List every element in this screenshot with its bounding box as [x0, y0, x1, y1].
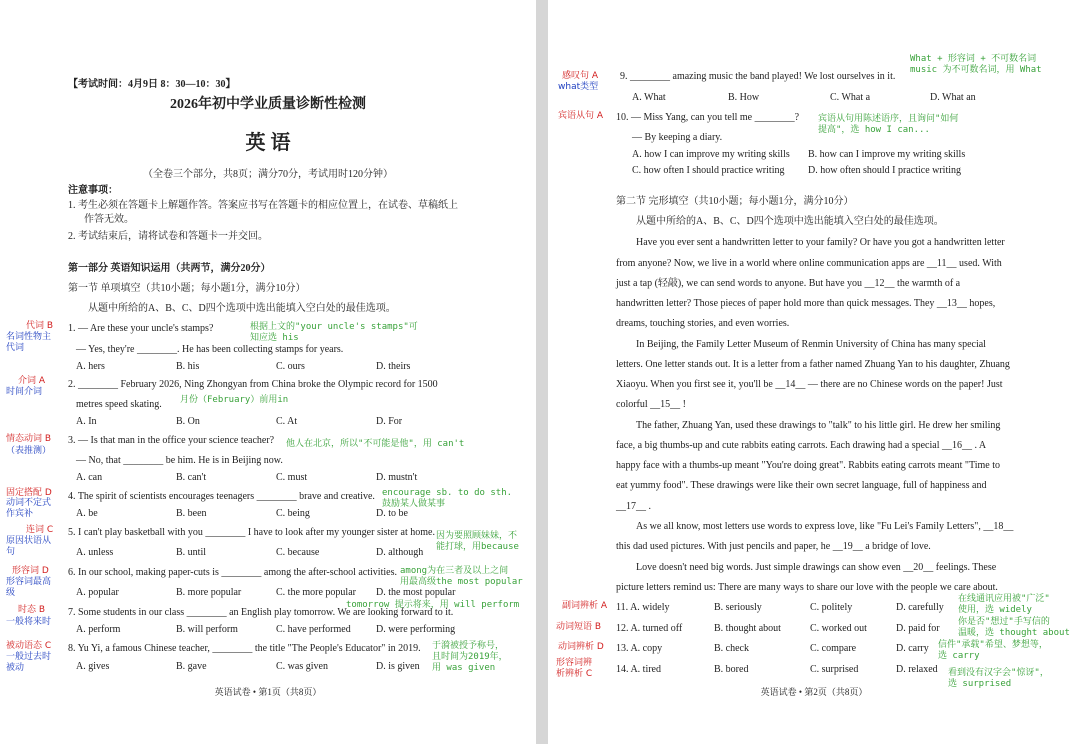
q3-option-a: A. can [76, 472, 103, 483]
q1-option-d: D. theirs [376, 361, 411, 372]
passage-line: eat yummy food". These drawings were like their own secret language, full of happiness and [616, 480, 987, 491]
q14-option-a: 14. A. tired [616, 664, 661, 675]
passage-line: this dad used pictures. With just pencils and paper, he __19__ a bridge of love. [616, 541, 931, 552]
annotation-green: 因为要照顾妹妹，不 能打球，用because [436, 531, 519, 552]
note-1-cont: 作答无效。 [84, 214, 134, 225]
q7-option-d: D. were performing [376, 624, 456, 635]
notes-title: 注意事项： [68, 185, 118, 196]
q8-option-c: C. was given [276, 661, 328, 672]
question-1: 1. — Are these your uncle's stamps? [68, 323, 214, 334]
question-4: 4. The spirit of scientists encourages teenagers ________ brave and creative. [68, 491, 375, 502]
passage-line: Love doesn't need big words. Just simple drawings can show even __20__ feelings. These [636, 562, 997, 573]
annotation-red: 介词 A [18, 376, 46, 386]
annotation-red: 动词短语 B [556, 622, 602, 632]
section-2-heading: 第二节 完形填空（共10小题；每小题1分，满分10分） [616, 196, 854, 207]
passage-line: __17__ . [616, 501, 651, 512]
annotation-blue: 一般过去时 被动 [6, 652, 52, 673]
annotation-red: 动词辨析 D [558, 642, 604, 652]
page-footer: 英语试卷 • 第1页（共8页） [214, 687, 322, 697]
annotation-blue: 动词不定式 作宾补 [6, 498, 52, 519]
q1-option-c: C. ours [276, 361, 305, 372]
q1-option-b: B. his [176, 361, 200, 372]
q3-option-c: C. must [276, 472, 308, 483]
passage-line: handwritten letter? Those pieces of paper hold more than quick messages. They __13__ hopes, [616, 298, 996, 309]
passage-line: letters. One letter stands out. It is a letter from a father named Zhuang Yan to his daughter, Zhuang [616, 359, 1010, 370]
annotation-blue: （表推测） [6, 446, 52, 456]
note-2: 2. 考试结束后，请将试卷和答题卡一并交回。 [68, 231, 268, 242]
annotation-green: among为在三者及以上之间 用最高级the most popular [400, 566, 523, 587]
q10-option-a: A. how I can improve my writing skills [632, 149, 790, 160]
annotation-red: 固定搭配 D [6, 488, 52, 498]
q12-option-c: C. worked out [810, 623, 867, 634]
passage-line: As we all know, most letters use words to express love, like "Fu Lei's Family Letters", __18__ [636, 521, 1014, 532]
q4-option-c: C. being [276, 508, 310, 519]
q5-option-a: A. unless [76, 547, 114, 558]
q8-option-a: A. gives [76, 661, 110, 672]
q9-option-a: A. What [632, 92, 666, 103]
annotation-red: 副词辨析 A [562, 601, 608, 611]
annotation-green: 他人在北京，所以"不可能是他"，用 can't [286, 439, 465, 449]
annotation-red: 时态 B [18, 605, 46, 615]
part-1-heading: 第一部分 英语知识运用（共两节，满分20分） [68, 263, 271, 274]
question-5: 5. I can't play basketball with you ________ I have to look after my younger sister at home. [68, 527, 435, 538]
annotation-green: 看到没有汉字会"惊讶"， 选 surprised [948, 668, 1049, 689]
q13-option-b: B. check [714, 643, 749, 654]
q3-option-d: D. mustn't [376, 472, 418, 483]
question-10-reply: — By keeping a diary. [632, 132, 723, 143]
q9-option-c: C. What a [830, 92, 871, 103]
page-divider [536, 0, 548, 744]
passage-line: Have you ever sent a handwritten letter to your family? Or have you got a handwritten letter [636, 237, 1005, 248]
q10-option-d: D. how often should I practice writing [808, 165, 962, 176]
q13-option-d: D. carry [896, 643, 929, 654]
annotation-green: 信件"承载"希望、梦想等， 选 carry [938, 640, 1048, 661]
question-6: 6. In our school, making paper-cuts is ________ among the after-school activities. [68, 567, 397, 578]
question-8: 8. Yu Yi, a famous Chinese teacher, ________ the title "The People's Educator" in 2019. [68, 643, 421, 654]
annotation-red: 连词 C [26, 525, 54, 535]
passage-line: picture letters remind us: There are many ways to share our love with the people we care about. [616, 582, 998, 593]
annotation-red: 感叹句 A [562, 71, 599, 81]
annotation-green: 你是否"想过"手写信的 温暖，选 thought about [958, 617, 1070, 638]
annotation-blue: what类型 [558, 82, 599, 92]
annotation-green: 月份（February）前用in [180, 395, 289, 405]
q6-option-d: D. the most popular [376, 587, 456, 598]
q5-option-b: B. until [176, 547, 207, 558]
q12-option-b: B. thought about [714, 623, 781, 634]
passage-line: colorful __15__ ! [616, 399, 686, 410]
q2-option-b: B. On [176, 416, 200, 427]
passage-line: from anyone? Now, we live in a world where online communication apps are __11__ used. With [616, 258, 1002, 269]
annotation-red: 形容词 D [12, 566, 49, 576]
annotation-red: 代词 B [26, 321, 54, 331]
passage-line: The father, Zhuang Yan, used these drawings to "talk" to his little girl. He drew her smiling [636, 420, 1001, 431]
q14-option-d: D. relaxed [896, 664, 938, 675]
q8-option-d: D. is given [376, 661, 420, 672]
q5-option-d: D. although [376, 547, 424, 558]
q2-option-d: D. For [376, 416, 403, 427]
question-7: 7. Some students in our class ________ an English play tomorrow. We are looking forward to it. [68, 607, 454, 618]
q5-option-c: C. because [276, 547, 320, 558]
page-footer: 英语试卷 • 第2页（共8页） [760, 687, 868, 697]
section-1-instruction: 从题中所给的A、B、C、D四个选项中选出能填入空白处的最佳选项。 [88, 303, 396, 314]
passage-line: In Beijing, the Family Letter Museum of Renmin University of China has many special [636, 339, 986, 350]
exam-title: 2026年初中学业质量诊断性检测 [170, 97, 366, 112]
subject-title: 英 语 [245, 132, 291, 154]
passage-line: dreams, touching stories, and even worries. [616, 318, 790, 329]
q13-option-a: 13. A. copy [616, 643, 663, 654]
exam-time: 【考试时间：4月9日 8：30—10：30】 [68, 79, 236, 90]
q6-option-b: B. more popular [176, 587, 242, 598]
paper-info: （全卷三个部分，共8页；满分70分，考试用时120分钟） [143, 169, 393, 180]
annotation-green: 宾语从句用陈述语序，且询问"如何 提高"，选 how I can... [818, 114, 959, 135]
section-1-heading: 第一节 单项填空（共10小题；每小题1分，满分10分） [68, 283, 306, 294]
q6-option-a: A. popular [76, 587, 119, 598]
q6-option-c: C. the more popular [276, 587, 356, 598]
q8-option-b: B. gave [176, 661, 207, 672]
annotation-blue: 时间介词 [6, 387, 43, 397]
q7-option-a: A. perform [76, 624, 121, 635]
question-3: 3. — Is that man in the office your science teacher? [68, 435, 275, 446]
q11-option-d: D. carefully [896, 602, 944, 613]
annotation-green: 于漪被授予称号， 且时间为2019年， 用 was given [432, 641, 508, 673]
q11-option-c: C. politely [810, 602, 853, 613]
annotation-red: 宾语从句 A [558, 111, 604, 121]
q4-option-a: A. be [76, 508, 98, 519]
question-2: 2. ________ February 2026, Ning Zhongyan from China broke the Olympic record for 1500 [68, 379, 438, 390]
q11-option-a: 11. A. widely [616, 602, 670, 613]
q1-option-a: A. hers [76, 361, 105, 372]
annotation-red: 形容词辨 析辨析 C [556, 658, 593, 679]
q10-option-b: B. how can I improve my writing skills [808, 149, 966, 160]
q9-option-b: B. How [728, 92, 760, 103]
question-2-line-2: metres speed skating. [76, 399, 162, 410]
q2-option-c: C. At [276, 416, 298, 427]
passage-line: face, a big thumbs-up and cute rabbits eating carrots. Each drawing had a special __16__ . A [616, 440, 987, 451]
q11-option-b: B. seriously [714, 602, 762, 613]
question-10: 10. — Miss Yang, can you tell me ________? [616, 112, 800, 123]
section-2-instruction: 从题中所给的A、B、C、D四个选项中选出能填入空白处的最佳选项。 [636, 216, 944, 227]
passage-line: just a tap (轻敲), we can send words to anyone. But have you __12__ the warmth of a [616, 278, 961, 289]
annotation-red: 情态动词 B [6, 434, 52, 444]
q14-option-b: B. bored [714, 664, 749, 675]
q7-option-c: C. have performed [276, 624, 351, 635]
q9-option-d: D. What an [930, 92, 976, 103]
annotation-red: 被动语态 C [6, 641, 52, 651]
annotation-blue: 原因状语从 句 [6, 536, 52, 557]
annotation-green: encourage sb. to do sth. 鼓励某人做某事 [382, 488, 513, 509]
annotation-blue: 名词性物主 代词 [6, 332, 52, 353]
q10-option-c: C. how often I should practice writing [632, 165, 785, 176]
question-3-line-2: — No, that ________ be him. He is in Beijing now. [76, 455, 283, 466]
q12-option-a: 12. A. turned off [616, 623, 683, 634]
question-1-line-2: — Yes, they're ________. He has been collecting stamps for years. [76, 344, 344, 355]
exam-page-2 [548, 0, 1080, 744]
passage-line: Xiaoyu. When you first see it, you'll be __14__ — there are no Chinese words on the paper! Just [616, 379, 1003, 390]
q4-option-b: B. been [176, 508, 207, 519]
annotation-green: tomorrow 提示将来，用 will perform [346, 600, 520, 610]
annotation-blue: 形容词最高 级 [6, 577, 52, 598]
q2-option-a: A. In [76, 416, 97, 427]
q12-option-d: D. paid for [896, 623, 940, 634]
annotation-green: 根据上文的"your uncle's stamps"可 知应选 his [250, 322, 418, 343]
q14-option-c: C. surprised [810, 664, 859, 675]
q7-option-b: B. will perform [176, 624, 238, 635]
annotation-blue: 一般将来时 [6, 617, 52, 627]
q3-option-b: B. can't [176, 472, 207, 483]
annotation-green: 在线通讯应用被"广泛" 使用，选 widely [958, 594, 1050, 615]
exam-page-1 [0, 0, 536, 744]
q4-option-d: D. to be [376, 508, 408, 519]
question-9: 9. ________ amazing music the band played! We lost ourselves in it. [620, 71, 896, 82]
passage-line: happy face with a thumbs-up meant "You're doing great". Rabbits eating carrots meant "Time to [616, 460, 1000, 471]
note-1: 1. 考生必须在答题卡上解题作答。答案应书写在答题卡的相应位置上，在试卷、草稿纸上 [68, 200, 458, 211]
annotation-green: What + 形容词 + 不可数名词 music 为不可数名词，用 What [910, 54, 1042, 75]
q13-option-c: C. compare [810, 643, 857, 654]
